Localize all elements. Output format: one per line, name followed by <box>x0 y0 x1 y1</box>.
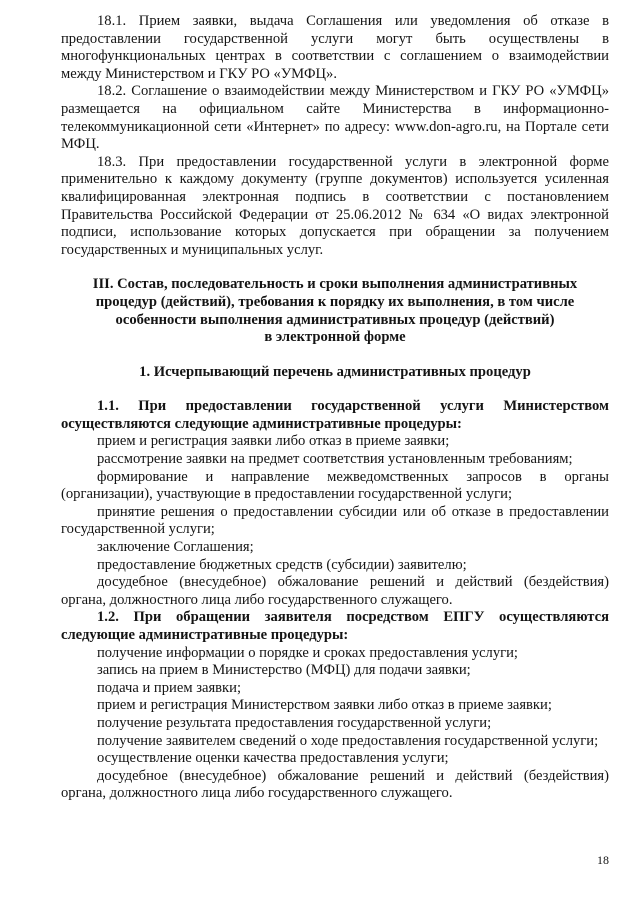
subsection-title: 1. Исчерпывающий перечень административных процедур <box>139 363 531 380</box>
section-title-line: III. Состав, последовательность и сроки выполнения административных <box>92 276 578 293</box>
spacer <box>61 259 609 276</box>
procedures-block-1-1 <box>61 398 609 609</box>
list-item: получение заявителем сведений о ходе предоставления государственной услуги; <box>97 732 599 749</box>
list-item: принятие решения о предоставлении субсидии или об отказе в предоставлении государственной услуги; <box>61 503 609 538</box>
paragraph-18-1: 18.1. Прием заявки, выдача Соглашения или уведомления об отказе в предоставлении государственной услуги могут быть осуществлены в многофункциональных центрах в соответствии с соглашением о взаимодействии между Министерством и ГКУ РО «УМФЦ». <box>61 13 609 82</box>
list-item: подача и прием заявки; <box>97 679 242 696</box>
list-item: формирование и направление межведомственных запросов в органы (организации), участвующие в предоставлении государственной услуги; <box>61 468 609 503</box>
section-title-line: процедур (действий), требования к порядку их выполнения, в том числе <box>95 293 575 310</box>
list-item: получение результата предоставления государственной услуги; <box>97 714 492 731</box>
list-item: прием и регистрация заявки либо отказ в приеме заявки; <box>97 433 450 450</box>
list-item: заключение Соглашения; <box>97 539 254 556</box>
spacer <box>61 381 609 398</box>
procedures-block-1-2 <box>61 609 609 803</box>
list-item: рассмотрение заявки на предмет соответствия установленным требованиям; <box>97 451 573 468</box>
section-title-line: в электронной форме <box>264 329 406 346</box>
spacer <box>61 347 609 364</box>
list-item: досудебное (внесудебное) обжалование решений и действий (бездействия) органа, должностного лица либо государственного служащего. <box>61 574 609 608</box>
section-title <box>61 276 609 346</box>
list-item: прием и регистрация Министерством заявки либо отказ в приеме заявки; <box>97 697 552 714</box>
list-item: осуществление оценки качества предоставления услуги; <box>97 750 449 767</box>
list-item: досудебное (внесудебное) обжалование решений и действий (бездействия) органа, должностного лица либо государственного служащего. <box>61 767 609 802</box>
page-number: 18 <box>597 853 609 867</box>
block-heading: 1.1. При предоставлении государственной услуги Министерством осуществляются следующие административные процедуры: <box>61 398 609 432</box>
list-item: получение информации о порядке и сроках предоставления услуги; <box>97 644 518 661</box>
paragraph-18-3: 18.3. При предоставлении государственной услуги в электронной форме применительно к каждому документу (группе документов) используется усиленная квалифицированная электронная подпись в соответствии с постановлением Правительства Российской Федерации от 25.06.2012 № 634 «О видах электронной подписи, использование которых допускается при обращении за получением государственных и муниципальных услуг. <box>61 153 609 258</box>
paragraph-18-2: 18.2. Соглашение о взаимодействии между Министерством и ГКУ РО «УМФЦ» размещается на официальном сайте Министерства в информационно-телекоммуникационной сети «Интернет» по адресу: www.don-agro.ru, на Портале сети МФЦ. <box>61 83 609 153</box>
list-item: запись на прием в Министерство (МФЦ) для подачи заявки; <box>97 662 471 679</box>
block-heading: 1.2. При обращении заявителя посредством ЕПГУ осуществляются следующие административные процедуры: <box>61 609 609 643</box>
section-title-line: особенности выполнения административных процедур (действий) <box>115 311 555 328</box>
document-page <box>61 13 609 803</box>
list-item: предоставление бюджетных средств (субсидии) заявителю; <box>97 556 467 573</box>
